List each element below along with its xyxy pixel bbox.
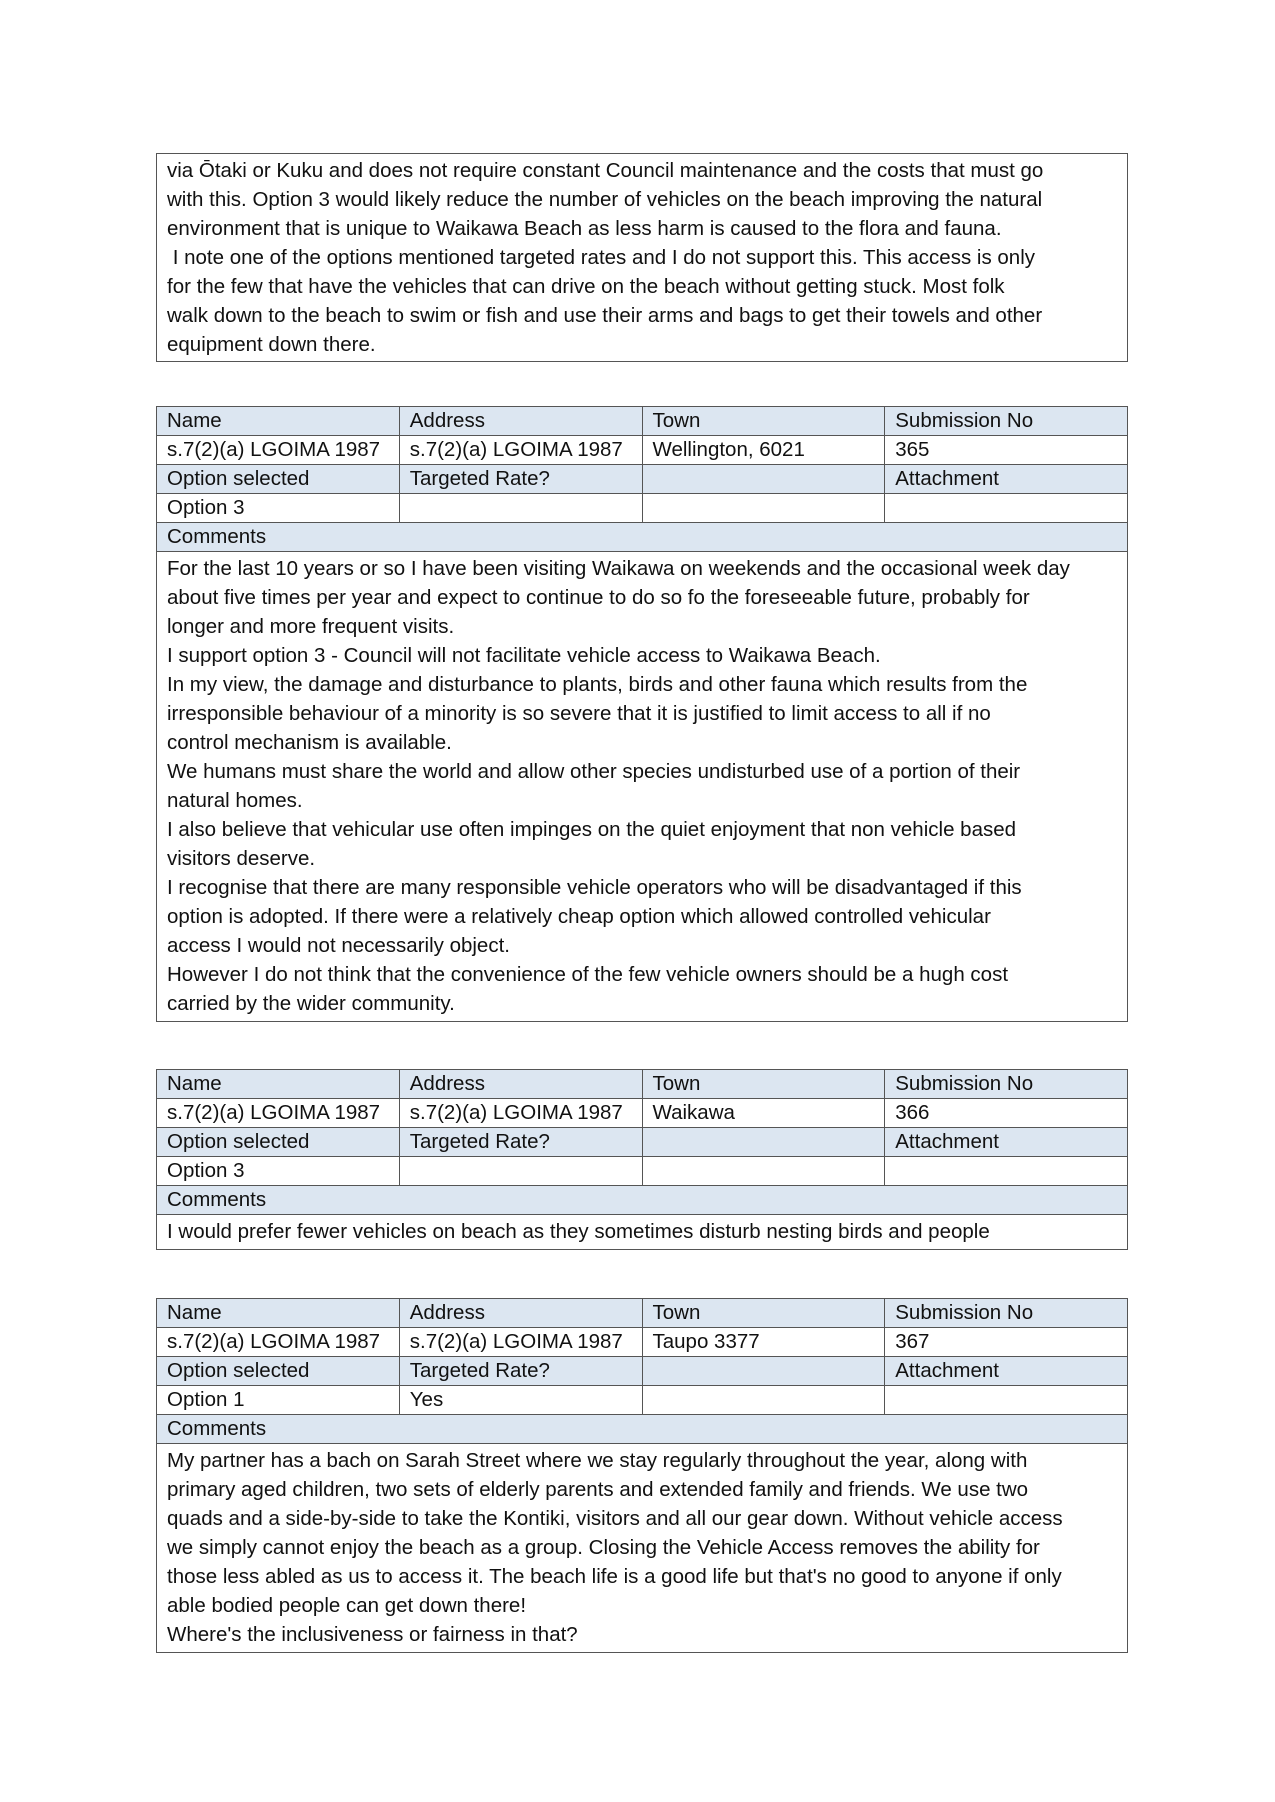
comment-line: My partner has a bach on Sarah Street where we stay regularly throughout the year, along with (167, 1449, 1028, 1472)
comment-line: visitors deserve. (167, 847, 316, 870)
attachment-value (885, 494, 1128, 523)
comment-line: I note one of the options mentioned targeted rates and I do not support this. This access is only (167, 246, 1035, 269)
town-value: Wellington, 6021 (642, 436, 885, 465)
comment-line: carried by the wider community. (167, 992, 455, 1015)
town-value: Waikawa (642, 1099, 885, 1128)
comment-line: In my view, the damage and disturbance to plants, birds and other fauna which results from the (167, 673, 1028, 696)
option-selected-label: Option selected (157, 1357, 400, 1386)
name-value: s.7(2)(a) LGOIMA 1987 (157, 1099, 400, 1128)
town-label: Town (642, 1070, 885, 1099)
value-row (157, 494, 1128, 523)
attachment-label: Attachment (885, 1128, 1128, 1157)
comment-line: we simply cannot enjoy the beach as a group. Closing the Vehicle Access removes the ability for (167, 1536, 1040, 1559)
name-value: s.7(2)(a) LGOIMA 1987 (157, 1328, 400, 1357)
option-value: Option 1 (157, 1386, 400, 1415)
header-row (157, 1186, 1128, 1215)
address-value: s.7(2)(a) LGOIMA 1987 (399, 1099, 642, 1128)
empty-cell (642, 1386, 885, 1415)
address-value: s.7(2)(a) LGOIMA 1987 (399, 436, 642, 465)
submission-no-value: 367 (885, 1328, 1128, 1357)
comment-line: I also believe that vehicular use often impinges on the quiet enjoyment that non vehicle based (167, 818, 1017, 841)
targeted-rate-label: Targeted Rate? (399, 1128, 642, 1157)
submission-table (156, 1069, 1128, 1215)
submission-366 (156, 1069, 1128, 1250)
targeted-rate-value (399, 494, 642, 523)
empty-cell (642, 1357, 885, 1386)
empty-cell (642, 1128, 885, 1157)
header-row (157, 1415, 1128, 1444)
header-row (157, 523, 1128, 552)
attachment-value (885, 1386, 1128, 1415)
name-label: Name (157, 1070, 400, 1099)
comment-line: However I do not think that the convenience of the few vehicle owners should be a hugh cost (167, 963, 1009, 986)
option-selected-label: Option selected (157, 1128, 400, 1157)
targeted-rate-value: Yes (399, 1386, 642, 1415)
empty-cell (642, 465, 885, 494)
comment-line: primary aged children, two sets of elderly parents and extended family and friends. We use two (167, 1478, 1029, 1501)
header-row (157, 1299, 1128, 1328)
comment-line: For the last 10 years or so I have been visiting Waikawa on weekends and the occasional week day (167, 557, 1070, 580)
comment-line: access I would not necessarily object. (167, 934, 510, 957)
comments-label: Comments (157, 1186, 1128, 1215)
header-row (157, 1357, 1128, 1386)
targeted-rate-label: Targeted Rate? (399, 1357, 642, 1386)
attachment-value (885, 1157, 1128, 1186)
comment-line: walk down to the beach to swim or fish and use their arms and bags to get their towels and other (167, 304, 1043, 327)
comment-line: irresponsible behaviour of a minority is so severe that it is justified to limit access to all if no (167, 702, 991, 725)
attachment-label: Attachment (885, 465, 1128, 494)
comment-line: We humans must share the world and allow other species undisturbed use of a portion of their (167, 760, 1021, 783)
comments-label: Comments (157, 1415, 1128, 1444)
submission-no-value: 366 (885, 1099, 1128, 1128)
comment-line: I recognise that there are many responsible vehicle operators who will be disadvantaged if this (167, 876, 1022, 899)
address-label: Address (399, 1070, 642, 1099)
header-row (157, 407, 1128, 436)
submission-365 (156, 406, 1128, 1022)
value-row (157, 1386, 1128, 1415)
submission-no-label: Submission No (885, 1299, 1128, 1328)
address-value: s.7(2)(a) LGOIMA 1987 (399, 1328, 642, 1357)
name-label: Name (157, 1299, 400, 1328)
value-row (157, 1157, 1128, 1186)
comment-line: I support option 3 - Council will not facilitate vehicle access to Waikawa Beach. (167, 644, 881, 667)
submission-no-value: 365 (885, 436, 1128, 465)
comment-line: for the few that have the vehicles that can drive on the beach without getting stuck. Most folk (167, 275, 1005, 298)
comment-line: those less abled as us to access it. The beach life is a good life but that's no good to anyone if only (167, 1565, 1062, 1588)
address-label: Address (399, 407, 642, 436)
town-label: Town (642, 407, 885, 436)
comment-line: via Ōtaki or Kuku and does not require constant Council maintenance and the costs that must go (167, 159, 1044, 182)
option-value: Option 3 (157, 1157, 400, 1186)
option-value: Option 3 (157, 494, 400, 523)
town-value: Taupo 3377 (642, 1328, 885, 1357)
header-row (157, 1070, 1128, 1099)
submission-367 (156, 1298, 1128, 1653)
comment-line: environment that is unique to Waikawa Beach as less harm is caused to the flora and fauna. (167, 217, 1002, 240)
comment-line: with this. Option 3 would likely reduce the number of vehicles on the beach improving the natural (167, 188, 1043, 211)
comment-line: equipment down there. (167, 333, 376, 356)
comments-body (156, 552, 1128, 1022)
name-value: s.7(2)(a) LGOIMA 1987 (157, 436, 400, 465)
value-row (157, 436, 1128, 465)
town-label: Town (642, 1299, 885, 1328)
comments-label: Comments (157, 523, 1128, 552)
targeted-rate-value (399, 1157, 642, 1186)
comment-line: able bodied people can get down there! (167, 1594, 527, 1617)
option-selected-label: Option selected (157, 465, 400, 494)
empty-cell (642, 494, 885, 523)
empty-cell (642, 1157, 885, 1186)
comments-body (156, 1215, 1128, 1250)
value-row (157, 1099, 1128, 1128)
comment-line: control mechanism is available. (167, 731, 452, 754)
header-row (157, 1128, 1128, 1157)
comment-line: option is adopted. If there were a relatively cheap option which allowed controlled vehicular (167, 905, 991, 928)
submission-table (156, 1298, 1128, 1444)
comments-body (156, 1444, 1128, 1653)
targeted-rate-label: Targeted Rate? (399, 465, 642, 494)
submission-table (156, 406, 1128, 552)
header-row (157, 465, 1128, 494)
comment-line: longer and more frequent visits. (167, 615, 455, 638)
continued-comment-box (156, 153, 1128, 362)
attachment-label: Attachment (885, 1357, 1128, 1386)
submission-no-label: Submission No (885, 407, 1128, 436)
comment-line: quads and a side-by-side to take the Kontiki, visitors and all our gear down. Without vehicle access (167, 1507, 1063, 1530)
comment-line: Where's the inclusiveness or fairness in that? (167, 1623, 578, 1646)
comment-line: about five times per year and expect to continue to do so fo the foreseeable future, probably for (167, 586, 1030, 609)
address-label: Address (399, 1299, 642, 1328)
value-row (157, 1328, 1128, 1357)
comment-line: natural homes. (167, 789, 303, 812)
submission-no-label: Submission No (885, 1070, 1128, 1099)
comment-line: I would prefer fewer vehicles on beach as they sometimes disturb nesting birds and people (167, 1220, 990, 1243)
name-label: Name (157, 407, 400, 436)
